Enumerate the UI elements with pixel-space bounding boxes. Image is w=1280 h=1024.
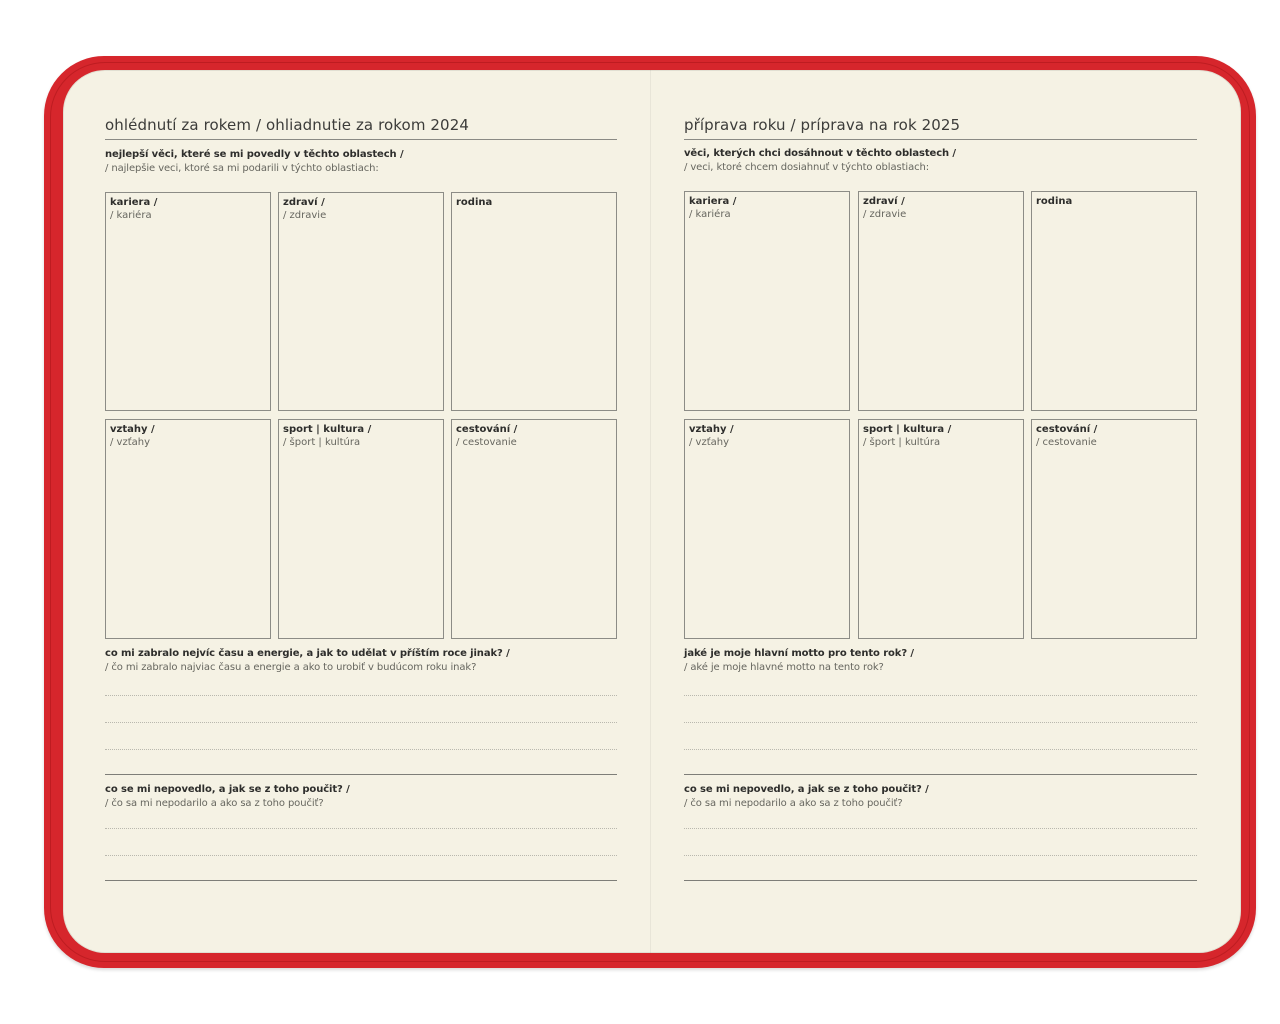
left-intro <box>105 148 404 176</box>
right-q1-bold: jaké je moje hlavní motto pro tento rok? / <box>684 648 914 659</box>
writing-line[interactable] <box>684 749 1197 750</box>
right-box-relationships[interactable] <box>684 419 850 639</box>
left-box-career[interactable] <box>105 192 271 411</box>
left-title-rule <box>105 139 617 140</box>
left-q1-bold: co mi zabralo nejvíc času a energie, a jak to udělat v příštím roce jinak? / <box>105 648 510 659</box>
box-label: rodina <box>1036 196 1073 207</box>
box-sublabel: / zdravie <box>863 209 907 220</box>
left-q2-bold: co se mi nepovedlo, a jak se z toho poučit? / <box>105 784 350 795</box>
section-rule <box>105 880 617 881</box>
right-intro <box>684 147 956 175</box>
right-box-sport-culture[interactable] <box>858 419 1024 639</box>
box-sublabel: / vzťahy <box>110 437 151 448</box>
right-question-1 <box>684 647 914 675</box>
box-sublabel: / šport | kultúra <box>863 437 941 448</box>
box-sublabel: / kariéra <box>689 209 731 220</box>
writing-line[interactable] <box>105 749 617 750</box>
box-label: vztahy / <box>689 424 734 435</box>
box-label: zdraví / <box>863 196 905 207</box>
right-box-career[interactable] <box>684 191 850 411</box>
box-label: zdraví / <box>283 197 325 208</box>
right-box-travel[interactable] <box>1031 419 1197 639</box>
left-page-title: ohlédnutí za rokem / ohliadnutie za rokom 2024 <box>105 116 469 134</box>
page-gutter <box>650 70 651 953</box>
left-q1-sub: / čo mi zabralo najviac času a energie a ako to urobiť v budúcom roku inak? <box>105 662 477 673</box>
box-sublabel: / cestovanie <box>1036 437 1097 448</box>
box-sublabel: / cestovanie <box>456 437 517 448</box>
left-q2-sub: / čo sa mi nepodarilo a ako sa z toho poučiť? <box>105 798 324 809</box>
section-rule <box>684 774 1197 775</box>
left-box-family[interactable] <box>451 192 617 411</box>
box-sublabel: / šport | kultúra <box>283 437 361 448</box>
writing-line[interactable] <box>105 722 617 723</box>
left-question-2 <box>105 783 350 811</box>
left-question-1 <box>105 647 510 675</box>
left-intro-bold: nejlepší věci, které se mi povedly v těchto oblastech / <box>105 149 404 160</box>
writing-line[interactable] <box>684 695 1197 696</box>
section-rule <box>684 880 1197 881</box>
left-box-relationships[interactable] <box>105 419 271 639</box>
box-label: cestování / <box>456 424 518 435</box>
box-label: vztahy / <box>110 424 155 435</box>
section-rule <box>105 774 617 775</box>
left-box-sport-culture[interactable] <box>278 419 444 639</box>
box-label: kariera / <box>689 196 737 207</box>
right-question-2 <box>684 783 929 811</box>
box-label: kariera / <box>110 197 158 208</box>
right-page-title: příprava roku / príprava na rok 2025 <box>684 116 961 134</box>
box-sublabel: / zdravie <box>283 210 327 221</box>
right-title-rule <box>684 139 1197 140</box>
box-sublabel: / kariéra <box>110 210 152 221</box>
writing-line[interactable] <box>684 855 1197 856</box>
left-box-travel[interactable] <box>451 419 617 639</box>
box-label: cestování / <box>1036 424 1098 435</box>
right-box-health[interactable] <box>858 191 1024 411</box>
writing-line[interactable] <box>105 855 617 856</box>
writing-line[interactable] <box>105 695 617 696</box>
box-sublabel: / vzťahy <box>689 437 730 448</box>
left-box-health[interactable] <box>278 192 444 411</box>
right-q2-bold: co se mi nepovedlo, a jak se z toho poučit? / <box>684 784 929 795</box>
right-intro-bold: věci, kterých chci dosáhnout v těchto oblastech / <box>684 148 956 159</box>
writing-line[interactable] <box>684 828 1197 829</box>
box-label: sport | kultura / <box>863 424 952 435</box>
writing-line[interactable] <box>105 828 617 829</box>
box-label: rodina <box>456 197 493 208</box>
box-label: sport | kultura / <box>283 424 372 435</box>
right-q1-sub: / aké je moje hlavné motto na tento rok? <box>684 662 884 673</box>
right-box-family[interactable] <box>1031 191 1197 411</box>
right-intro-sub: / veci, ktoré chcem dosiahnuť v týchto oblastiach: <box>684 162 930 173</box>
writing-line[interactable] <box>684 722 1197 723</box>
left-intro-sub: / najlepšie veci, ktoré sa mi podarili v týchto oblastiach: <box>105 163 379 174</box>
right-q2-sub: / čo sa mi nepodarilo a ako sa z toho poučiť? <box>684 798 903 809</box>
